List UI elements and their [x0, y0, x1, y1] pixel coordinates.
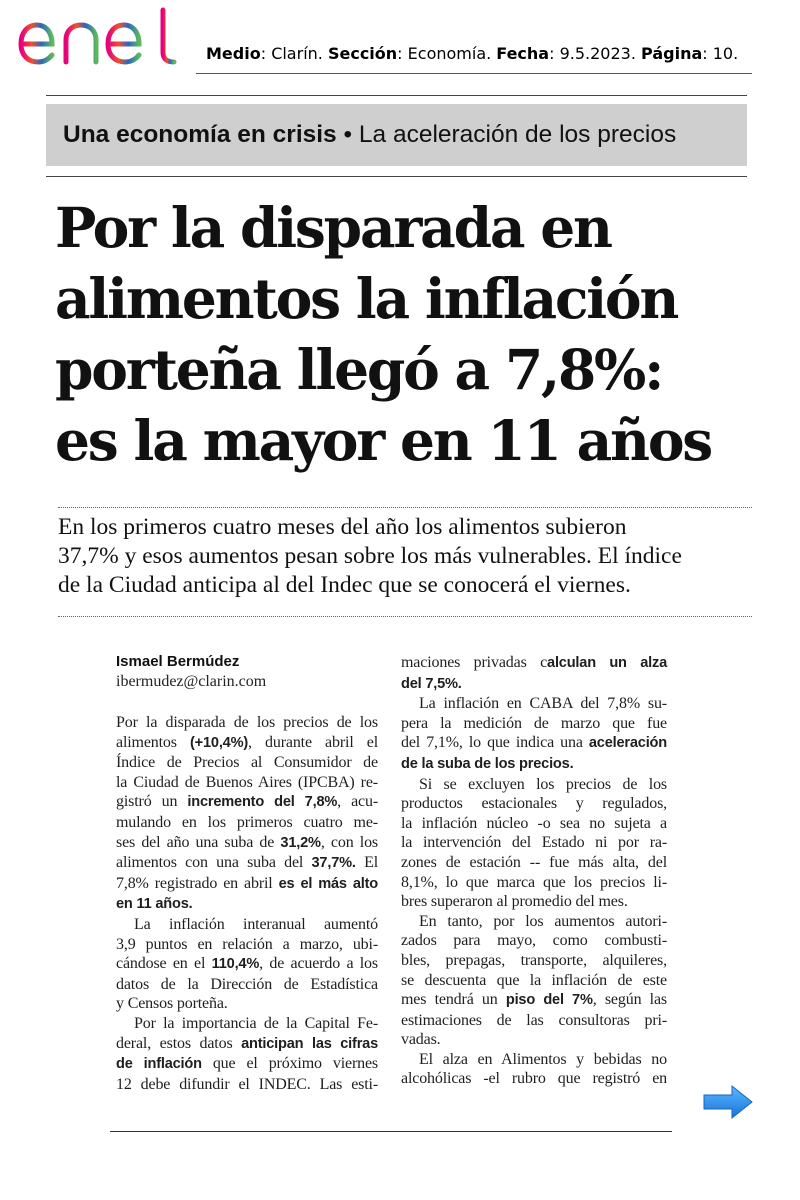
body-line: zones de estación -- fue más alta, del [401, 853, 667, 871]
headline-line: porteña llegó a 7,8%: [55, 337, 663, 402]
body-line: la Ciudad de Buenos Aires (IPCBA) re- [116, 773, 378, 791]
body-line: mes tendrá un piso del 7%, según las [401, 991, 668, 1009]
body-line: 3,9 puntos en relación a marzo, ubi- [116, 935, 378, 953]
body-line: zados para mayo, como combusti- [401, 932, 667, 950]
body-line: alimentos con una suba del 37,7%. El [116, 854, 378, 872]
body-line: deral, estos datos anticipan las cifras [116, 1034, 379, 1052]
body-line: mulando en los primeros cuatro me- [116, 813, 378, 831]
body-line: En tanto, por los aumentos autori- [419, 912, 667, 930]
section-topic: La aceleración de los precios [358, 121, 677, 148]
body-line: Por la importancia de la Capital Fe- [134, 1014, 378, 1032]
lede [58, 513, 758, 600]
body-line: gistró un incremento del 7,8%, acu- [116, 793, 379, 811]
pagina-label: Página [641, 44, 703, 63]
headline-line: Por la disparada en [55, 195, 611, 260]
body-line: datos de la Dirección de Estadística [116, 975, 378, 993]
body-line: vadas. [401, 1031, 441, 1049]
fecha-value: 9.5.2023. [559, 44, 636, 63]
body-line: bres superaron al promedio del mes. [401, 893, 628, 911]
body-line: del 7,5%. [401, 675, 462, 692]
body-line: estimaciones de las consultoras pri- [401, 1011, 667, 1029]
body-line: se descuenta que la inflación de este [401, 971, 667, 989]
body-line: productos estacionales y regulados, [401, 795, 667, 813]
body-line: y Censos porteña. [116, 995, 228, 1013]
header-divider [196, 73, 752, 74]
lede-line: En los primeros cuatro meses del año los alimentos subieron [58, 514, 627, 540]
body-line: cándose en el 110,4%, de acuerdo a los [116, 955, 378, 973]
body-line: Índice de Precios al Consumidor de [116, 754, 378, 772]
headline-line: alimentos la inflación [55, 266, 678, 331]
body-line: Por la disparada de los precios de los [116, 714, 378, 731]
body-line: pera la medición de marzo que fue [401, 714, 667, 732]
enel-logo [16, 6, 180, 70]
body-line: 8,1%, lo que marca que los precios li- [401, 873, 667, 891]
body-line: alcohólicas -el rubro que registró en [401, 1070, 667, 1088]
body-line: del 7,1%, lo que indica una aceleración [401, 734, 667, 752]
section-rule-bottom [46, 176, 747, 177]
body-line: 7,8% registrado en abril es el más alto [116, 874, 378, 892]
body-line: ses del año una suba de 31,2%, con los [116, 833, 378, 851]
lede-divider-top [58, 507, 752, 508]
footer-rule [110, 1131, 672, 1132]
section-rule-top [46, 95, 747, 96]
body-line: maciones privadas calculan un alza [401, 654, 667, 671]
medio-label: Medio [206, 44, 261, 63]
headline [55, 192, 755, 476]
body-line: La inflación en CABA del 7,8% su- [419, 695, 667, 713]
section-separator: • [343, 121, 353, 148]
seccion-value: Economía. [407, 44, 492, 63]
body-line: La inflación interanual aumentó [134, 915, 378, 933]
lede-divider-bottom [58, 616, 752, 617]
body-column-2 [401, 653, 667, 1089]
author-name: Ismael Bermúdez [116, 653, 240, 670]
body-line: la inflación núcleo -o sea no sujeta a [401, 814, 667, 832]
arrow-right-icon[interactable] [702, 1084, 754, 1120]
lede-line: de la Ciudad anticipa al del Indec que se conocerá el viernes. [58, 572, 631, 598]
body-line: la intervención del Estado ni por ra- [401, 834, 667, 852]
source-metadata: Medio: Clarín. Sección: Economía. Fecha: 9.5.2023. Página: 10. [206, 44, 739, 63]
lede-line: 37,7% y esos aumentos pesan sobre los más vulnerables. El índice [58, 543, 682, 569]
body-line: alimentos (+10,4%), durante abril el [116, 733, 378, 751]
body-line: de inflación que el próximo viernes [116, 1055, 378, 1073]
body-line: bles, prepagas, transporte, alquileres, [401, 951, 667, 969]
body-line: de la suba de los precios. [401, 755, 574, 772]
author-email[interactable]: ibermudez@clarin.com [116, 673, 267, 690]
section-banner [46, 104, 747, 166]
body-line: Si se excluyen los precios de los [419, 775, 667, 793]
body-line: en 11 años. [116, 896, 193, 913]
headline-line: es la mayor en 11 años [55, 408, 712, 473]
body-line: 12 debe difundir el INDEC. Las esti- [116, 1075, 378, 1093]
medio-value: Clarín. [271, 44, 323, 63]
body-line: El alza en Alimentos y bebidas no [419, 1050, 667, 1068]
body-column-1 [116, 713, 378, 1094]
pagina-value: 10. [712, 44, 739, 63]
seccion-label: Sección [327, 44, 398, 63]
section-name: Una economía en crisis [63, 121, 337, 148]
fecha-label: Fecha [496, 44, 550, 63]
